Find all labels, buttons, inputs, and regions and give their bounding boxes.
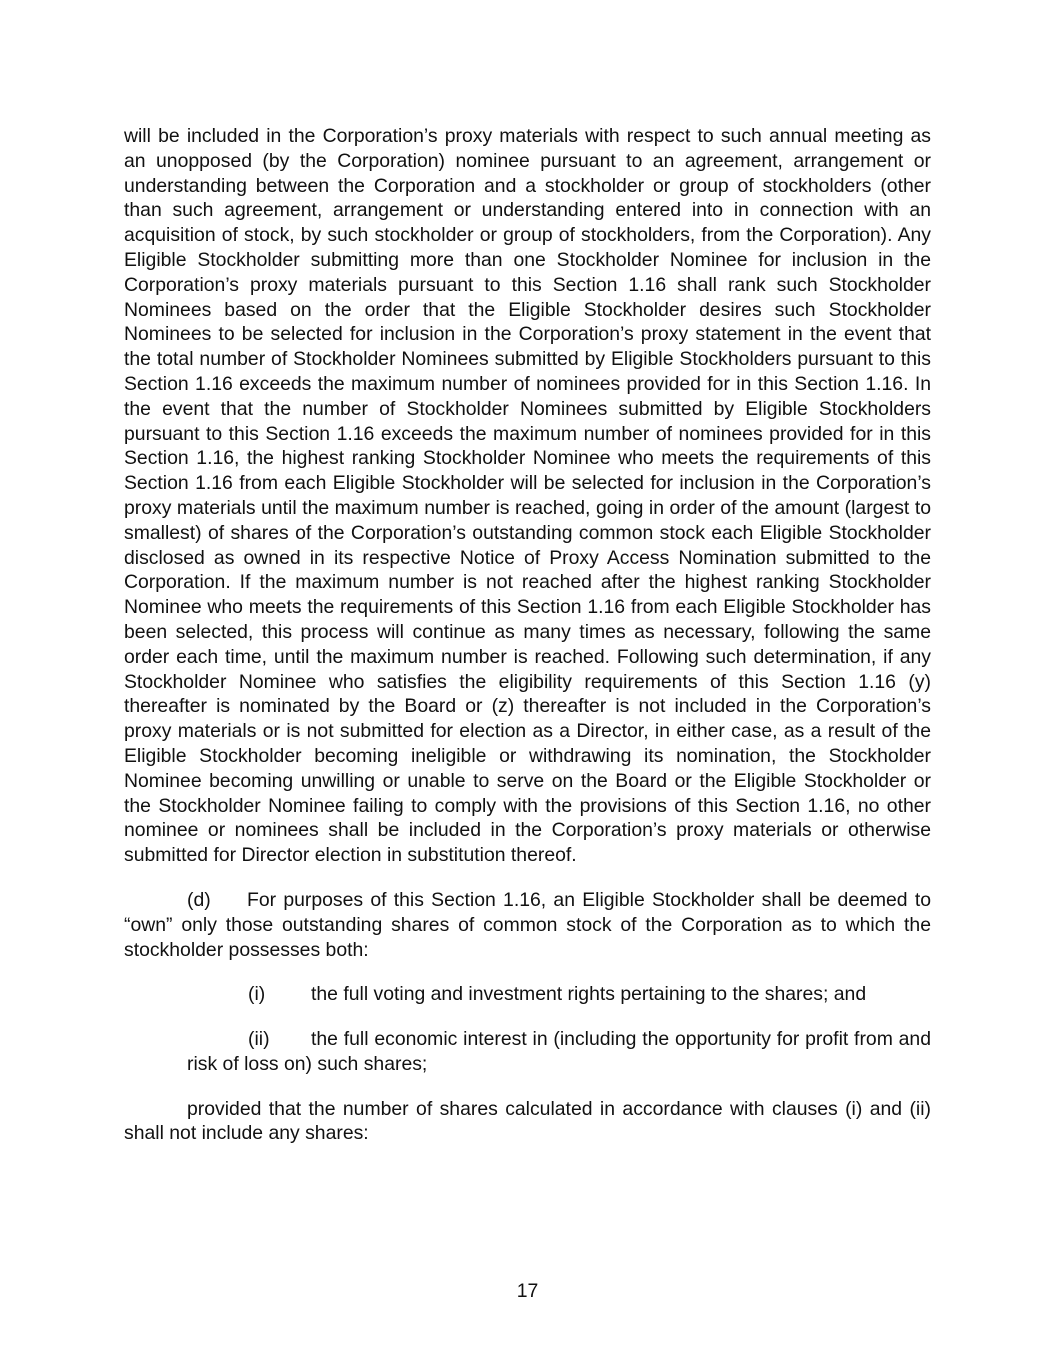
paragraph-continuation: will be included in the Corporation’s proxy materials with respect to such annual meeting as an unopposed (by the Corporation) nominee pursuant to an agreement, arrangement or understanding between the Corporation and a stockholder or group of stockholders (other than such agreement, arrangement or understanding entered into in connection with an acquisition of stock, by such stockholder or group of stockholders, from the Corporation). Any Eligible Stockholder submitting more than one Stockholder Nominee for inclusion in the Corporation’s proxy materials pursuant to this Section 1.16 shall rank such Stockholder Nominees based on the order that the Eligible Stockholder desires such Stockholder Nominees to be selected for inclusion in the Corporation’s proxy statement in the event that the total number of Stockholder Nominees submitted by Eligible Stockholders pursuant to this Section 1.16 exceeds the maximum number of nominees provided for in this Section 1.16. In the event that the number of Stockholder Nominees submitted by Eligible Stockholders pursuant to this Section 1.16 exceeds the maximum number of nominees provided for in this Section 1.16, the highest ranking Stockholder Nominee who meets the requirements of this Section 1.16 from each Eligible Stockholder will be selected for inclusion in the Corporation’s proxy materials until the maximum number is reached, going in order of the amount (largest to smallest) of shares of the Corporation’s outstanding common stock each Eligible Stockholder disclosed as owned in its respective Notice of Proxy Access Nomination submitted to the Corporation. If the maximum number is not reached after the highest ranking Stockholder Nominee who meets the requirements of this Section 1.16 from each Eligible Stockholder has been selected, this process will continue as many times as necessary, following the same order each time, until the maximum number is reached. Following such determination, if any Stockholder Nominee who satisfies the eligibility requirements of this Section 1.16 (y) thereafter is nominated by the Board or (z) thereafter is not included in the Corporation’s proxy materials or is not submitted for election as a Director, in either case, as a result of the Eligible Stockholder becoming ineligible or withdrawing its nomination, the Stockholder Nominee becoming unwilling or unable to serve on the Board or the Eligible Stockholder or the Stockholder Nominee failing to comply with the provisions of this Section 1.16, no other nominee or nominees shall be included in the Corporation’s proxy materials or otherwise submitted for Director election in substitution thereof. [124,125,931,867]
clause-ii-label: (ii) [248,1028,270,1051]
clause-ii [124,1027,931,1077]
paragraph-d [124,888,931,962]
clause-i [124,982,931,1007]
page-number: 17 [516,1280,539,1302]
paragraph-d-text: For purposes of this Section 1.16, an Eligible Stockholder shall be deemed to “own” only those outstanding shares of common stock of the Corporation as to which the stockholder possesses both: [124,888,931,961]
clause-ii-text: the full economic interest in (including the opportunity for profit from and risk of loss on) such shares; [187,1028,931,1075]
clause-i-text: the full voting and investment rights pertaining to the shares; and [311,983,867,1006]
document-body [124,124,931,1146]
paragraph-d-label: (d) [187,888,211,911]
paragraph-provided: provided that the number of shares calculated in accordance with clauses (i) and (ii) shall not include any shares: [124,1097,931,1145]
clause-i-label: (i) [248,983,266,1006]
